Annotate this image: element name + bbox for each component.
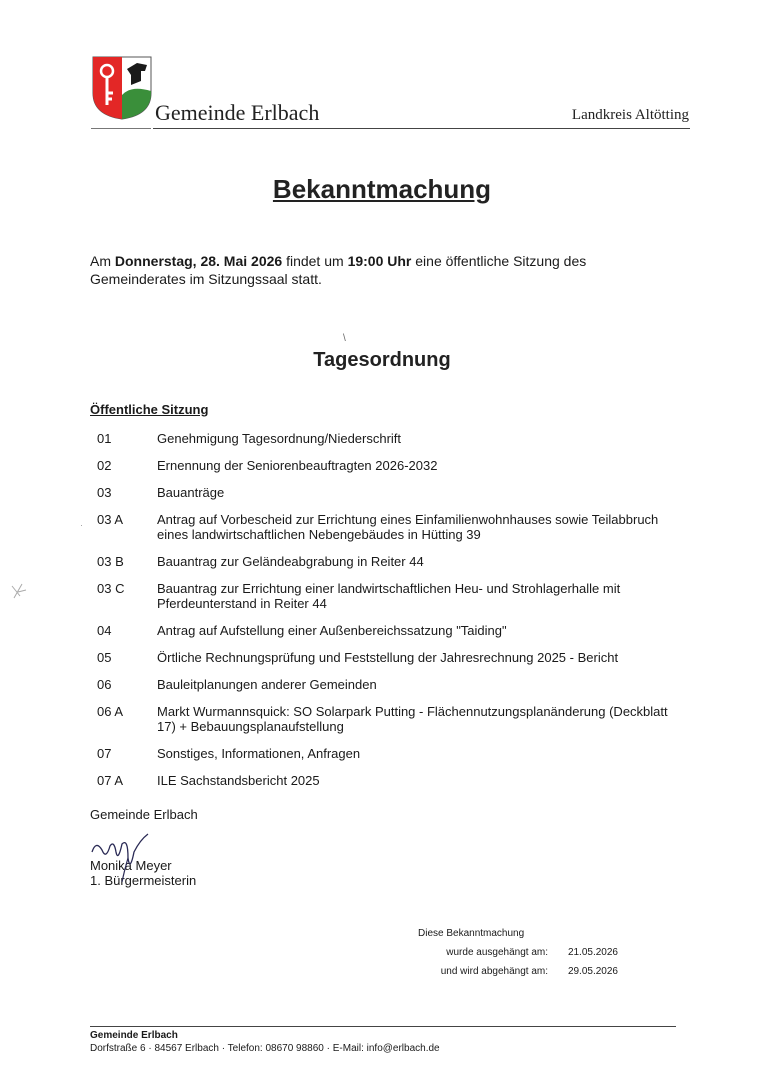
posting-notice — [418, 924, 618, 981]
notice-heading: Diese Bekanntmachung — [418, 928, 525, 939]
intro-prefix: Am — [90, 253, 115, 269]
header-rule — [153, 128, 690, 129]
agenda-item-text: Sonstiges, Informationen, Anfragen — [157, 746, 361, 761]
agenda-item-text: Örtliche Rechnungsprüfung und Feststellung der Jahresrechnung 2025 - Bericht — [157, 650, 619, 665]
agenda-heading: Tagesordnung — [313, 349, 451, 371]
footer-rule — [90, 1026, 676, 1027]
agenda-item-number: 03 C — [97, 581, 125, 596]
letterhead — [0, 0, 764, 135]
agenda-item — [97, 677, 677, 692]
footer — [90, 1029, 440, 1055]
agenda-item-number: 03 B — [97, 554, 124, 569]
agenda-item-number: 03 A — [97, 512, 124, 527]
agenda-item-number: 01 — [97, 431, 112, 446]
agenda-item-number: 06 — [97, 677, 112, 692]
meeting-time: 19:00 Uhr — [347, 253, 412, 269]
notice-posted-label: wurde ausgehängt am: — [446, 947, 548, 958]
scan-artifact-dot: · — [80, 520, 83, 530]
agenda-item-text: Markt Wurmannsquick: SO Solarpark Putting - Flächennutzungsplanänderung (Deckblatt 17) + Bebauungsplanaufstellung — [157, 704, 668, 734]
agenda-item — [97, 458, 677, 473]
intro-paragraph — [90, 252, 650, 288]
footer-name: Gemeinde Erlbach — [90, 1030, 178, 1041]
footer-contact: Dorfstraße 6 · 84567 Erlbach · Telefon: 08670 98860 · E-Mail: info@erlbach.de — [90, 1043, 440, 1054]
agenda-item-number: 03 — [97, 485, 112, 500]
intro-suffix: eine öffentliche Sitzung des Gemeinderates im Sitzungssaal statt. — [90, 253, 587, 287]
agenda-item-text: Bauantrag zur Errichtung einer landwirtschaftlichen Heu- und Strohlagerhalle mit Pferdeunterstand in Reiter 44 — [157, 581, 621, 611]
agenda-item-text: Antrag auf Vorbescheid zur Errichtung eines Einfamilienwohnhauses sowie Teilabbruch eines landwirtschaftlichen Nebengebäudes in Hütting 39 — [157, 512, 659, 542]
municipality-name: Gemeinde Erlbach — [155, 100, 320, 125]
agenda-list — [97, 431, 677, 788]
scan-mark-icon — [8, 580, 30, 602]
handwritten-signature — [88, 832, 168, 882]
meeting-date: Donnerstag, 28. Mai 2026 — [114, 253, 283, 269]
agenda-item-text: ILE Sachstandsbericht 2025 — [157, 773, 320, 788]
header-rule-short — [91, 128, 151, 129]
agenda-item — [97, 512, 677, 542]
agenda-item — [97, 773, 677, 788]
notice-posted-date: 21.05.2026 — [567, 947, 618, 958]
agenda-item-text: Antrag auf Aufstellung einer Außenbereichssatzung "Taiding" — [157, 623, 507, 638]
agenda-item-text: Ernennung der Seniorenbeauftragten 2026-2032 — [157, 458, 438, 473]
district-name: Landkreis Altötting — [571, 107, 689, 123]
agenda-item — [97, 746, 677, 761]
agenda-item — [97, 554, 677, 569]
agenda-item-text: Genehmigung Tagesordnung/Niederschrift — [157, 431, 402, 446]
agenda-item-number: 05 — [97, 650, 112, 665]
agenda-item — [97, 704, 677, 734]
agenda-item-number: 07 A — [97, 773, 124, 788]
agenda-item-text: Bauleitplanungen anderer Gemeinden — [157, 677, 377, 692]
notice-posted-row — [418, 943, 618, 962]
notice-removed-row — [418, 962, 618, 981]
agenda-item-text: Bauantrag zur Geländeabgrabung in Reiter 44 — [157, 554, 424, 569]
agenda-item — [97, 581, 677, 611]
intro-middle: findet um — [282, 253, 348, 269]
section-label: Öffentliche Sitzung — [90, 402, 209, 417]
agenda-item — [97, 485, 677, 500]
agenda-item — [97, 431, 677, 446]
agenda-item-number: 02 — [97, 458, 112, 473]
coat-of-arms-icon — [91, 55, 153, 121]
agenda-item — [97, 650, 677, 665]
agenda-item-number: 04 — [97, 623, 112, 638]
signature-organization: Gemeinde Erlbach — [90, 807, 198, 822]
agenda-item-number: 06 A — [97, 704, 124, 719]
scan-artifact: \ — [343, 333, 346, 344]
document-title: Bekanntmachung — [272, 174, 492, 204]
agenda-item-text: Bauanträge — [157, 485, 225, 500]
notice-removed-label: und wird abgehängt am: — [440, 966, 548, 977]
agenda-item-number: 07 — [97, 746, 112, 761]
signatory-name: Monika Meyer — [90, 858, 172, 873]
notice-removed-date: 29.05.2026 — [567, 966, 618, 977]
agenda-item — [97, 623, 677, 638]
signatory-role: 1. Bürgermeisterin — [90, 873, 197, 888]
